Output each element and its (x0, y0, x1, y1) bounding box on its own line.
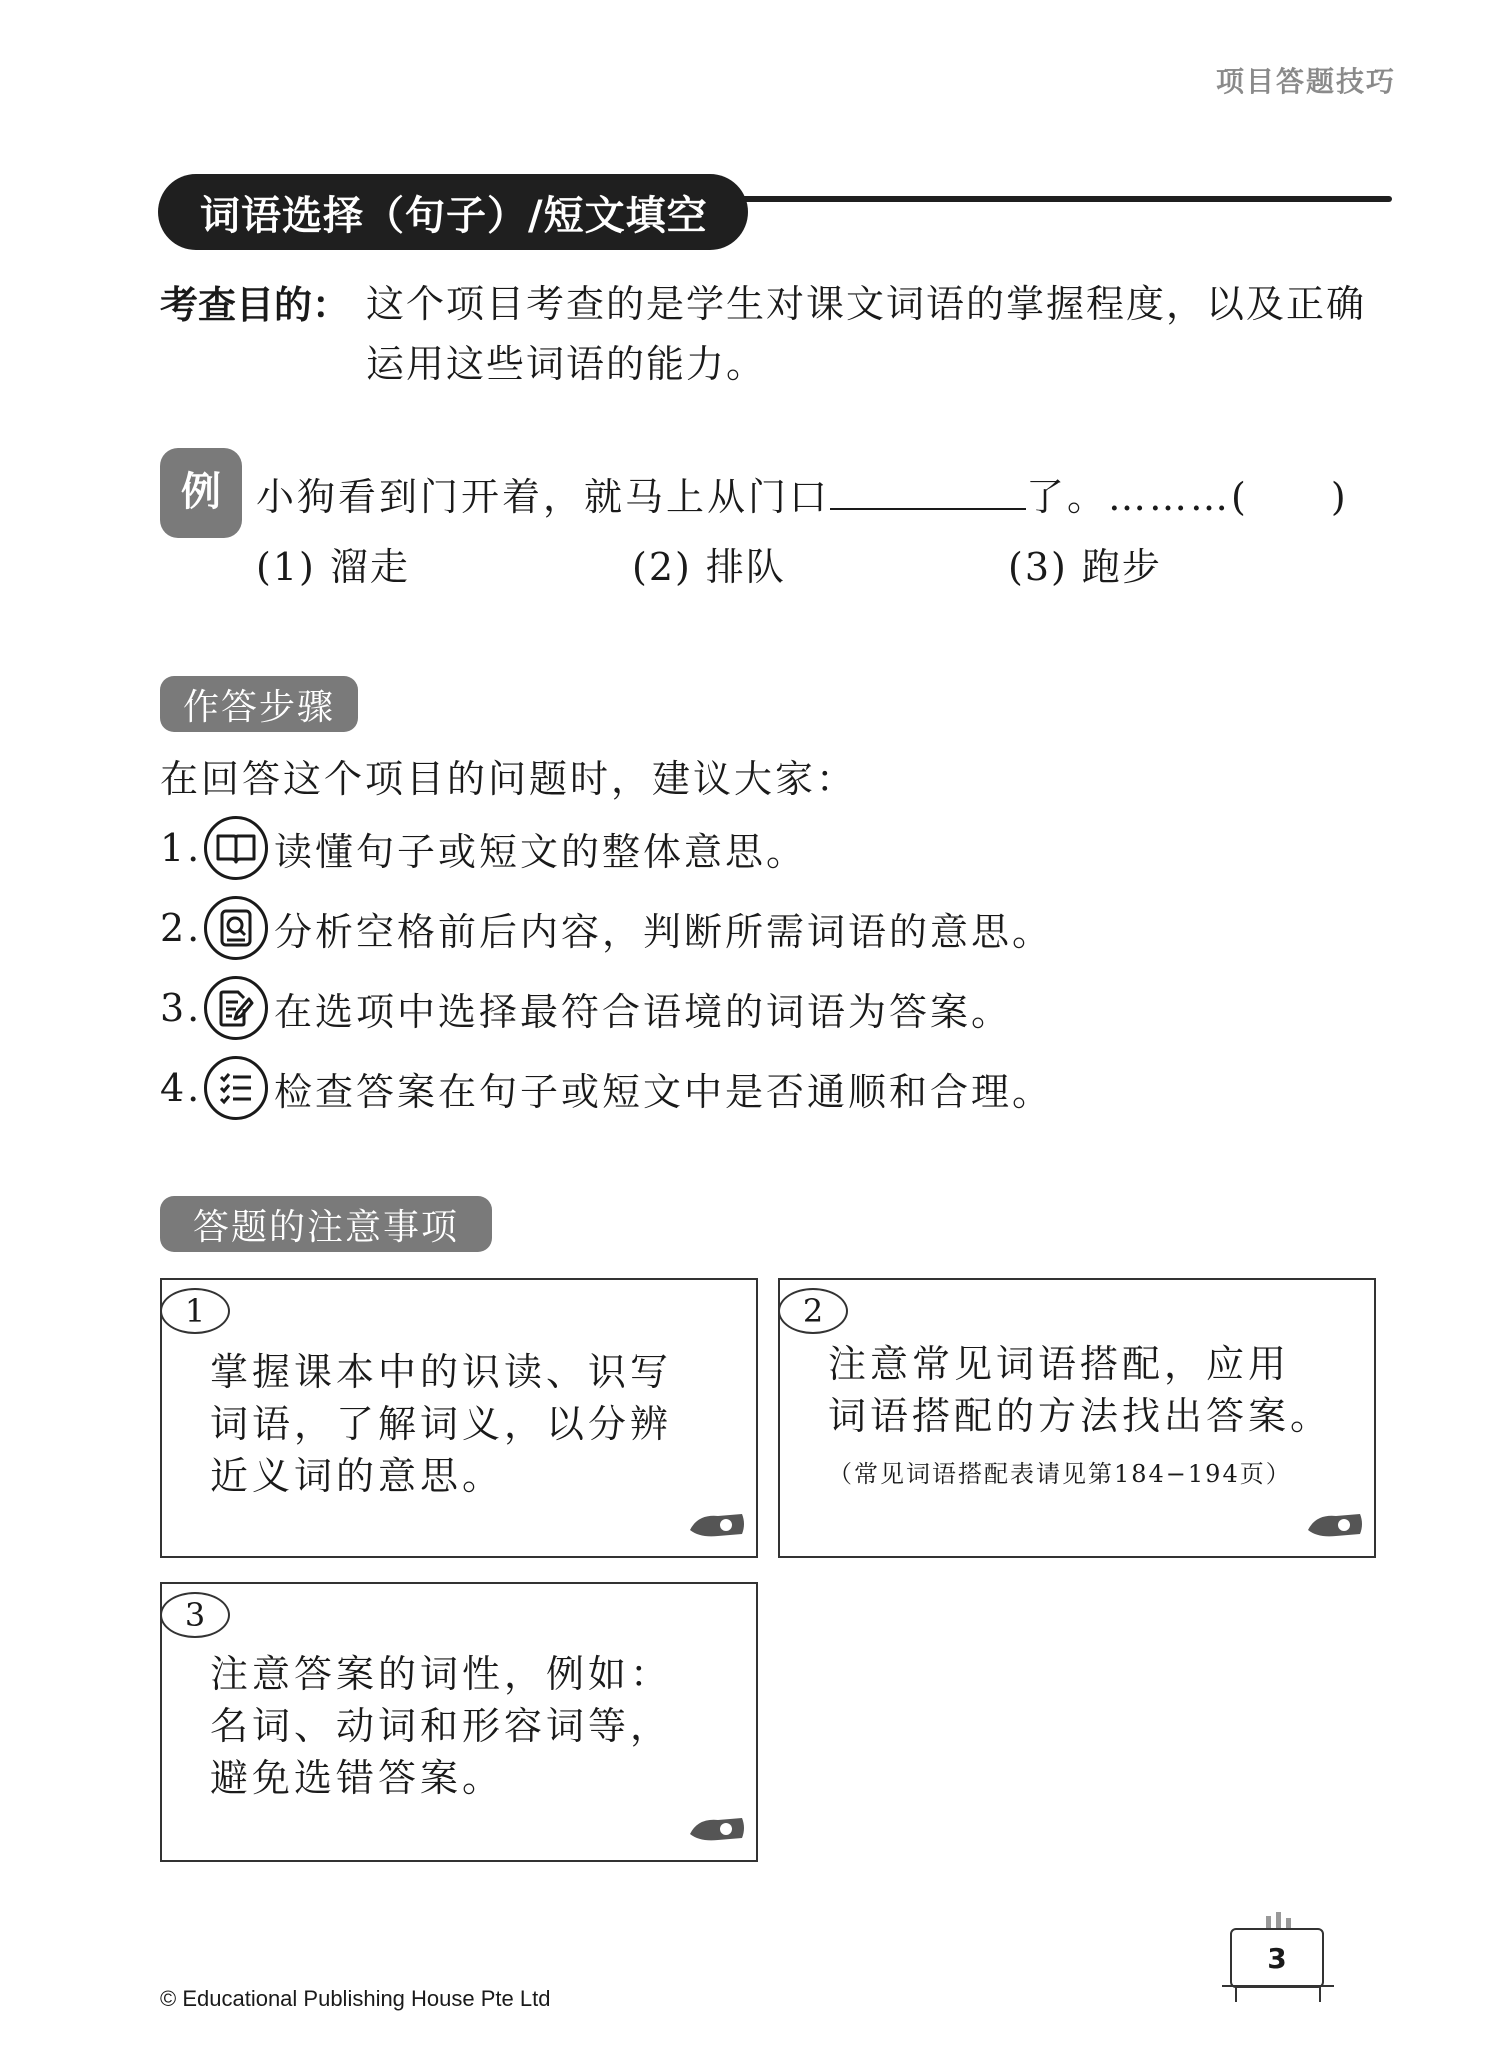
checklist-icon (204, 1056, 268, 1120)
example-option-2: (2) 排队 (632, 545, 786, 589)
step-3 (160, 976, 1012, 1040)
note-line: 掌握课本中的识读、识写 (210, 1350, 673, 1394)
step-text: 检查答案在句子或短文中是否通顺和合理。 (274, 1069, 1054, 1114)
example-badge (160, 448, 242, 538)
step-number: 1. (160, 826, 203, 870)
step-text: 分析空格前后内容，判断所需词语的意思。 (274, 909, 1054, 954)
step-2 (160, 896, 1053, 960)
note-card-number (160, 1592, 230, 1638)
purpose-text: 这个项目考查的是学生对课文词语的掌握程度，以及正确运用这些词语的能力。 (366, 282, 1367, 386)
title-underline (740, 196, 1392, 202)
steps-heading (160, 676, 358, 732)
copyright-footer: © Educational Publishing House Pte Ltd (160, 1986, 551, 2011)
tag-icon (688, 1814, 746, 1844)
step-text: 读懂句子或短文的整体意思。 (274, 829, 808, 874)
example-option-1: (1) 溜走 (256, 545, 410, 589)
page-base-decoration (1220, 1980, 1336, 2004)
section-title-text: 词语选择（句子）/短文填空 (200, 192, 708, 239)
notes-heading-text: 答题的注意事项 (192, 1206, 459, 1248)
note-line: 词语搭配的方法找出答案。 (828, 1394, 1333, 1438)
step-number: 3. (160, 986, 203, 1030)
note-card-text (828, 1338, 1332, 1442)
answer-blank (830, 472, 1026, 510)
note-line: 注意答案的词性，例如： (210, 1652, 673, 1696)
step-1 (160, 816, 807, 880)
book-icon (204, 816, 268, 880)
step-number: 2. (160, 906, 203, 950)
note-line: 近义词的意思。 (210, 1454, 505, 1498)
tag-icon (688, 1510, 746, 1540)
step-text: 在选项中选择最符合语境的词语为答案。 (274, 989, 1013, 1034)
page-number-text: 3 (1267, 1941, 1287, 1975)
note-card-number (160, 1288, 230, 1334)
step-number: 4. (160, 1066, 203, 1110)
example-badge-label: 例 (181, 469, 221, 515)
step-4 (160, 1056, 1053, 1120)
page-number (1230, 1928, 1324, 1988)
note-card-number (778, 1288, 848, 1334)
note-card-reference: （常见词语搭配表请见第184−194页） (828, 1460, 1292, 1488)
tag-icon (1306, 1510, 1364, 1540)
note-card-number-text: 1 (184, 1292, 206, 1330)
example-option-3: (3) 跑步 (1008, 545, 1162, 589)
note-line: 注意常见词语搭配，应用 (828, 1342, 1291, 1386)
section-title (158, 174, 748, 250)
page-header-label: 项目答题技巧 (1215, 65, 1396, 98)
note-card-number-text: 3 (184, 1596, 206, 1634)
purpose-label: 考查目的： (160, 283, 351, 327)
example-question-start: 小狗看到门开着，就马上从门口 (256, 475, 831, 519)
steps-intro: 在回答这个项目的问题时，建议大家： (160, 757, 858, 801)
magnifier-icon (204, 896, 268, 960)
notes-heading (160, 1196, 492, 1252)
note-card-text (210, 1346, 672, 1502)
example-question (256, 466, 1349, 521)
note-card-number-text: 2 (802, 1292, 824, 1330)
note-card-text (210, 1648, 672, 1804)
note-line: 名词、动词和形容词等， (210, 1704, 673, 1748)
example-question-end: 了。………( ) (1026, 475, 1349, 519)
note-line: 避免选错答案。 (210, 1756, 505, 1800)
pencil-note-icon (204, 976, 268, 1040)
note-line: 词语，了解词义，以分辨 (210, 1402, 673, 1446)
steps-heading-text: 作答步骤 (182, 686, 335, 728)
